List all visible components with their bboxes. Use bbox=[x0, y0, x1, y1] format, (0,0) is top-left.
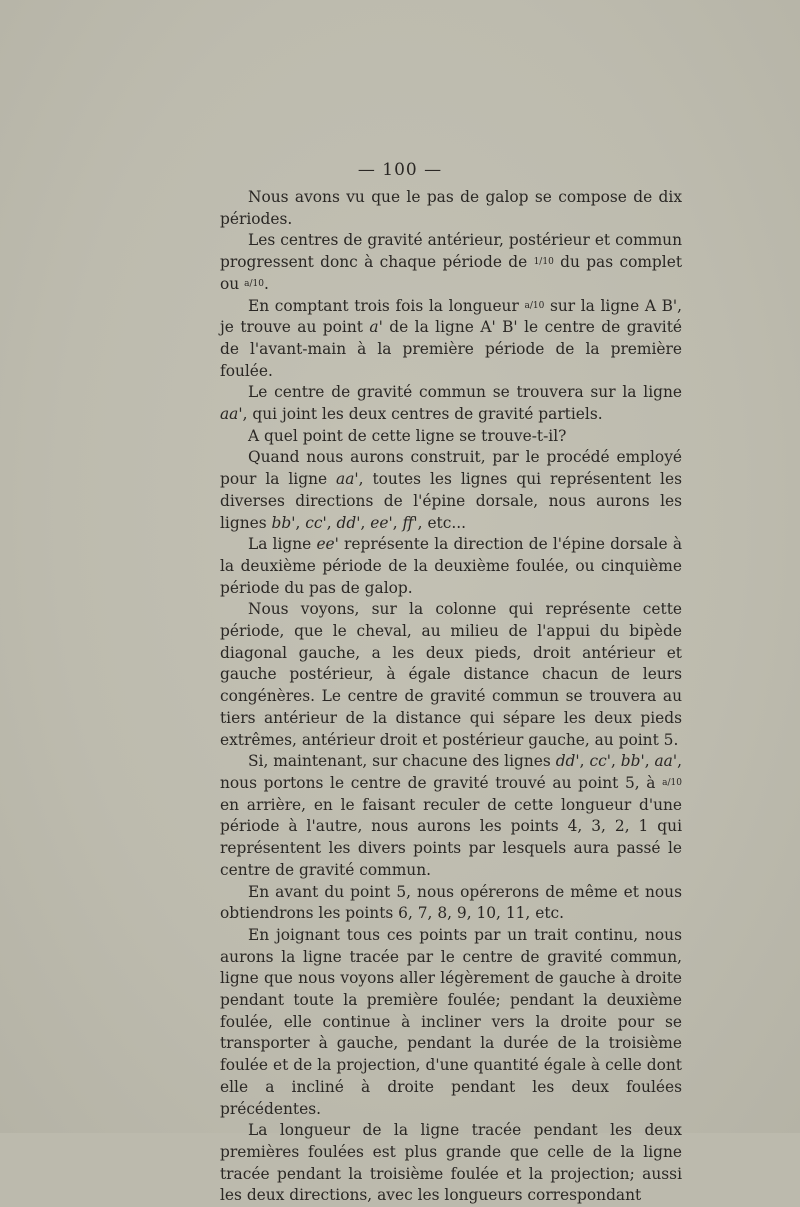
italic-text: ee' bbox=[370, 513, 393, 532]
text-run: Le centre de gravité commun se trouvera sur la ligne bbox=[248, 383, 682, 402]
paragraph bbox=[220, 296, 682, 383]
italic-text: aa' bbox=[654, 752, 678, 771]
italic-text: cc' bbox=[305, 513, 327, 532]
text-run: Nous voyons, sur la colonne qui représente cette période, que le cheval, au milieu de l'appui du bipède diagonal gauche, a les deux pieds, droit antérieur et gauche postérieur, à égale distance chacun de leurs congénères. Le centre de gravité commun se trouvera au tiers antérieur de la distance qui sépare les deux pieds extrêmes, antérieur droit et postérieur gauche, au point 5. bbox=[220, 600, 682, 749]
page-number: — 100 — bbox=[357, 160, 443, 180]
paragraph bbox=[220, 230, 682, 295]
fraction: a/10 bbox=[524, 300, 545, 311]
text-run: En avant du point 5, nous opérerons de même et nous obtiendrons les points 6, 7, 8, 9, 10, 11, etc. bbox=[220, 882, 682, 923]
text-run: , bbox=[392, 513, 403, 532]
text-run: Les centres de gravité antérieur, postérieur et commun progressent donc à chaque période de bbox=[220, 231, 682, 272]
text-run: , bbox=[610, 752, 621, 771]
paragraph bbox=[220, 925, 682, 1120]
text-run: , qui joint les deux centres de gravité partiels. bbox=[242, 405, 603, 424]
text-run: sur la ligne A B', je trouve au point bbox=[220, 296, 682, 337]
text-run: , nous portons le centre de gravité trouvé au point 5, à bbox=[220, 752, 682, 792]
text-run: , bbox=[360, 513, 371, 532]
italic-text: cc' bbox=[589, 752, 611, 771]
text-run: , bbox=[326, 513, 337, 532]
italic-text: ee' bbox=[316, 535, 339, 554]
italic-text: dd' bbox=[336, 513, 361, 532]
italic-text: dd' bbox=[555, 752, 580, 771]
paragraph bbox=[220, 599, 682, 751]
text-run: , toutes les lignes qui représentent les diverses directions de l'épine dorsale, nous aurons les lignes bbox=[220, 470, 682, 532]
italic-text: a' bbox=[369, 318, 383, 337]
fraction: a/10 bbox=[244, 278, 264, 289]
text-run: La longueur de la ligne tracée pendant les deux premières foulées est plus grande que celle de la ligne tracée pendant la troisième foulée et la projection; aussi les deux directions, avec les longueurs correspondant bbox=[220, 1121, 682, 1205]
text-run: Nous avons vu que le pas de galop se compose de dix périodes. bbox=[220, 188, 682, 228]
italic-text: ff' bbox=[402, 513, 418, 532]
italic-text: bb' bbox=[271, 513, 296, 532]
paragraph bbox=[220, 447, 682, 534]
text-run: , bbox=[295, 513, 306, 532]
text-run: . bbox=[263, 274, 269, 293]
text-run: , bbox=[579, 752, 590, 771]
paragraph bbox=[220, 751, 682, 881]
paragraph bbox=[220, 426, 682, 448]
italic-text: bb' bbox=[620, 752, 645, 771]
text-run: du pas complet ou bbox=[220, 253, 683, 293]
italic-text: aa' bbox=[220, 405, 243, 424]
text-run: Quand nous aurons construit, par le procédé employé pour la ligne bbox=[220, 448, 682, 489]
text-run: en arrière, en le faisant reculer de cette longueur d'une période à l'autre, nous aurons les points 4, 3, 2, 1 qui représentent les divers points par lesquels aura passé le centre de gravité commun. bbox=[220, 795, 682, 879]
text-run: En joignant tous ces points par un trait continu, nous aurons la ligne tracée par le centre de gravité commun, ligne que nous voyons aller légèrement de gauche à droite pendant toute la première foulée; pendant la deuxième foulée, elle continue à incliner vers la droite pour se transporter à gauche, pendant la durée de la troisième foulée et de la projection, d'une quantité égale à celle dont elle a incliné à droite pendant les deux foulées précédentes. bbox=[220, 925, 682, 1118]
fraction: a/10 bbox=[662, 777, 682, 788]
paragraph bbox=[220, 882, 682, 925]
text-run: En comptant trois fois la longueur bbox=[248, 296, 525, 315]
paragraph bbox=[220, 1120, 682, 1207]
paragraph bbox=[220, 382, 682, 425]
text-run: Si, maintenant, sur chacune des lignes bbox=[248, 752, 556, 771]
paragraph bbox=[220, 187, 682, 230]
paragraph bbox=[220, 534, 682, 599]
text-run: représente la direction de l'épine dorsale à la deuxième période de la deuxième foulée, ou cinquième période du pas de galop. bbox=[220, 535, 682, 597]
text-run: de la ligne A' B' le centre de gravité de l'avant-main à la première période de la première foulée. bbox=[220, 318, 682, 380]
italic-text: aa' bbox=[336, 470, 359, 489]
body-text bbox=[220, 187, 682, 1207]
fraction: 1/10 bbox=[533, 257, 554, 268]
text-run: , etc... bbox=[417, 513, 467, 532]
text-run: , bbox=[644, 752, 655, 771]
text-run: A quel point de cette ligne se trouve-t-il? bbox=[248, 426, 567, 445]
text-run: La ligne bbox=[248, 535, 317, 554]
